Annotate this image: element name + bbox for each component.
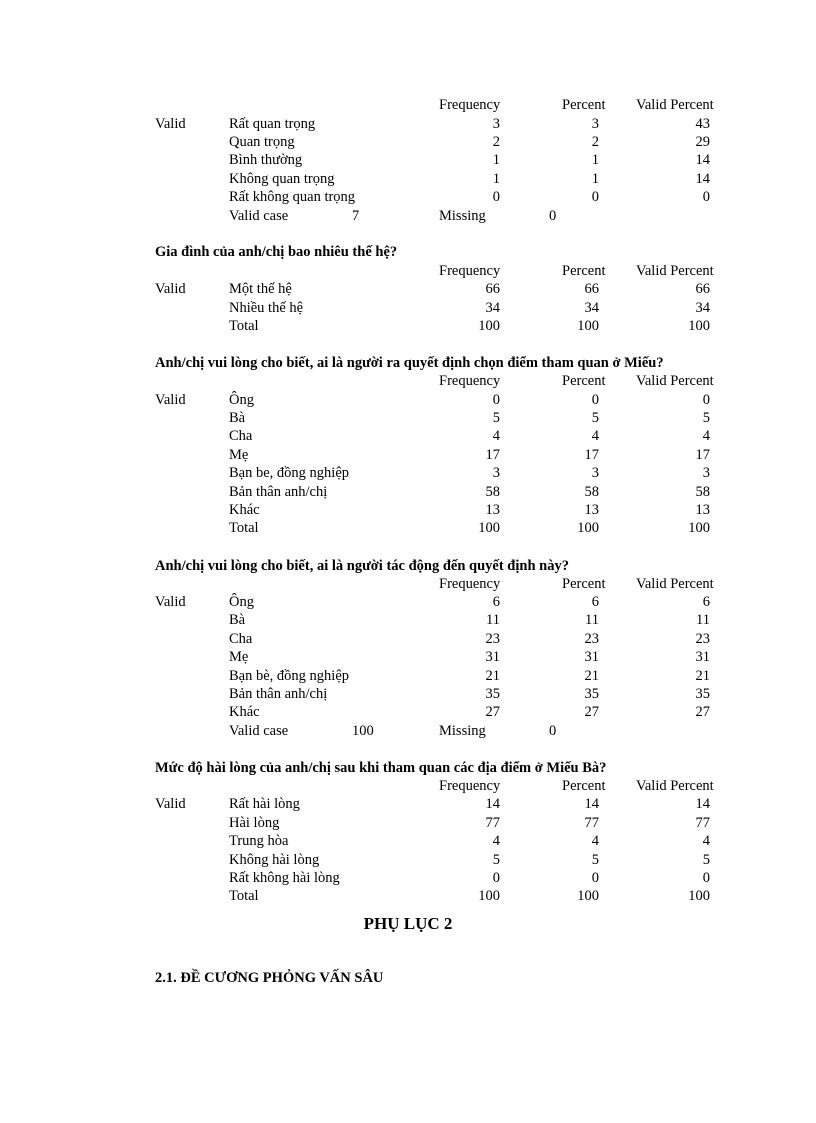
table-row <box>0 115 816 133</box>
table-row <box>0 869 816 887</box>
row-label: Hài lòng <box>229 815 280 831</box>
header-frequency: Frequency <box>439 373 501 389</box>
table-header-row <box>0 777 816 795</box>
row-valid-percent: 43 <box>695 116 710 132</box>
row-valid-percent: 23 <box>695 631 710 647</box>
row-label: Khác <box>229 704 260 720</box>
row-label: Ông <box>229 594 254 610</box>
table-row <box>0 611 816 629</box>
row-percent: 4 <box>591 833 599 849</box>
row-label: Nhiều thế hệ <box>229 300 304 316</box>
row-valid-percent: 29 <box>695 134 710 150</box>
valid-case-row <box>0 207 816 225</box>
row-percent: 0 <box>591 870 599 886</box>
row-label: Quan trọng <box>229 134 295 150</box>
header-frequency: Frequency <box>439 576 501 592</box>
row-frequency: 14 <box>485 796 500 812</box>
row-frequency: 66 <box>485 281 500 297</box>
row-label: Bạn bè, đồng nghiệp <box>229 668 350 684</box>
table-row <box>0 648 816 666</box>
row-frequency: 4 <box>492 833 500 849</box>
row-valid-percent: 31 <box>695 649 710 665</box>
appendix-title: PHỤ LỤC 2 <box>363 914 453 933</box>
row-label: Cha <box>229 428 253 444</box>
row-valid-percent: 5 <box>702 410 710 426</box>
row-percent: 34 <box>584 300 599 316</box>
row-frequency: 3 <box>492 116 500 132</box>
row-frequency: 0 <box>492 392 500 408</box>
header-valid-percent: Valid Percent <box>636 778 714 794</box>
row-valid-percent: 77 <box>695 815 710 831</box>
missing-value: 0 <box>549 208 557 224</box>
row-frequency: 5 <box>492 852 500 868</box>
valid-label: Valid <box>155 796 186 812</box>
table-header-row <box>0 96 816 114</box>
row-valid-percent: 58 <box>695 484 710 500</box>
row-frequency: 58 <box>485 484 500 500</box>
table-row <box>0 446 816 464</box>
row-percent: 21 <box>584 668 599 684</box>
row-percent: 77 <box>584 815 599 831</box>
row-percent: 66 <box>584 281 599 297</box>
header-percent: Percent <box>562 263 606 279</box>
valid-case-label: Valid case <box>229 723 289 739</box>
row-frequency: 0 <box>492 870 500 886</box>
row-valid-percent: 0 <box>702 189 710 205</box>
table-header-row <box>0 575 816 593</box>
table-row <box>0 464 816 482</box>
header-valid-percent: Valid Percent <box>636 97 714 113</box>
row-label: Bà <box>229 410 246 426</box>
table-row <box>0 409 816 427</box>
row-valid-percent: 27 <box>695 704 710 720</box>
row-valid-percent: 100 <box>688 318 710 334</box>
row-frequency: 6 <box>492 594 500 610</box>
table-header-row <box>0 372 816 390</box>
row-valid-percent: 34 <box>695 300 710 316</box>
row-percent: 17 <box>584 447 599 463</box>
row-label: Mẹ <box>229 447 249 463</box>
row-label: Bình thường <box>229 152 303 168</box>
table-row <box>0 299 816 317</box>
valid-label: Valid <box>155 116 186 132</box>
row-label: Bạn be, đồng nghiệp <box>229 465 350 481</box>
row-frequency: 100 <box>478 318 500 334</box>
row-frequency: 4 <box>492 428 500 444</box>
row-label: Rất quan trọng <box>229 116 316 132</box>
valid-case-row <box>0 722 816 740</box>
row-label: Total <box>229 520 259 536</box>
row-valid-percent: 35 <box>695 686 710 702</box>
table-row <box>0 685 816 703</box>
row-percent: 13 <box>584 502 599 518</box>
question-title: Mức độ hài lòng của anh/chị sau khi tham quan các địa điểm ở Miếu Bà? <box>155 760 607 776</box>
row-valid-percent: 0 <box>702 870 710 886</box>
table-row <box>0 151 816 169</box>
row-label: Khác <box>229 502 260 518</box>
row-frequency: 0 <box>492 189 500 205</box>
row-percent: 4 <box>591 428 599 444</box>
row-label: Mẹ <box>229 649 249 665</box>
row-percent: 11 <box>585 612 599 628</box>
row-label: Không hài lòng <box>229 852 320 868</box>
row-percent: 23 <box>584 631 599 647</box>
table-header-row <box>0 262 816 280</box>
row-frequency: 34 <box>485 300 500 316</box>
table-row <box>0 170 816 188</box>
row-percent: 27 <box>584 704 599 720</box>
section-title: 2.1. ĐỀ CƯƠNG PHỎNG VẤN SÂU <box>155 970 384 986</box>
row-label: Bà <box>229 612 246 628</box>
header-frequency: Frequency <box>439 263 501 279</box>
row-percent: 100 <box>577 318 599 334</box>
row-percent: 2 <box>591 134 599 150</box>
header-percent: Percent <box>562 373 606 389</box>
row-label: Một thế hệ <box>229 281 292 297</box>
row-frequency: 2 <box>492 134 500 150</box>
row-label: Total <box>229 318 259 334</box>
missing-label: Missing <box>439 208 486 224</box>
table-row <box>0 630 816 648</box>
row-label: Bản thân anh/chị <box>229 484 328 500</box>
table-row <box>0 814 816 832</box>
header-valid-percent: Valid Percent <box>636 576 714 592</box>
row-percent: 35 <box>584 686 599 702</box>
row-valid-percent: 100 <box>688 888 710 904</box>
row-percent: 5 <box>591 410 599 426</box>
row-frequency: 1 <box>492 152 500 168</box>
row-percent: 3 <box>591 465 599 481</box>
row-valid-percent: 11 <box>696 612 710 628</box>
valid-case-value: 100 <box>352 723 374 739</box>
row-percent: 0 <box>591 392 599 408</box>
header-percent: Percent <box>562 97 606 113</box>
question-title: Gia đình của anh/chị bao nhiêu thế hệ? <box>155 244 398 260</box>
row-valid-percent: 3 <box>702 465 710 481</box>
row-label: Bản thân anh/chị <box>229 686 328 702</box>
row-percent: 14 <box>584 796 599 812</box>
row-valid-percent: 4 <box>702 428 710 444</box>
row-label: Ông <box>229 392 254 408</box>
row-percent: 31 <box>584 649 599 665</box>
row-valid-percent: 14 <box>695 171 710 187</box>
row-percent: 1 <box>591 152 599 168</box>
row-label: Cha <box>229 631 253 647</box>
table-row <box>0 703 816 721</box>
row-valid-percent: 14 <box>695 796 710 812</box>
row-valid-percent: 66 <box>695 281 710 297</box>
row-valid-percent: 14 <box>695 152 710 168</box>
total-row <box>0 317 816 335</box>
row-frequency: 1 <box>492 171 500 187</box>
row-label: Rất không quan trọng <box>229 189 356 205</box>
row-frequency: 11 <box>486 612 500 628</box>
row-frequency: 100 <box>478 888 500 904</box>
header-percent: Percent <box>562 576 606 592</box>
row-valid-percent: 17 <box>695 447 710 463</box>
row-percent: 58 <box>584 484 599 500</box>
row-frequency: 77 <box>485 815 500 831</box>
row-valid-percent: 21 <box>695 668 710 684</box>
table-row <box>0 133 816 151</box>
row-frequency: 17 <box>485 447 500 463</box>
total-row <box>0 887 816 905</box>
row-valid-percent: 5 <box>702 852 710 868</box>
row-frequency: 27 <box>485 704 500 720</box>
question-title: Anh/chị vui lòng cho biết, ai là người tác động đến quyết định này? <box>155 558 569 574</box>
row-frequency: 31 <box>485 649 500 665</box>
missing-value: 0 <box>549 723 557 739</box>
valid-case-value: 7 <box>352 208 360 224</box>
header-valid-percent: Valid Percent <box>636 373 714 389</box>
row-label: Trung hòa <box>229 833 289 849</box>
row-valid-percent: 13 <box>695 502 710 518</box>
header-frequency: Frequency <box>439 778 501 794</box>
row-percent: 3 <box>591 116 599 132</box>
table-row <box>0 501 816 519</box>
row-frequency: 21 <box>485 668 500 684</box>
row-frequency: 5 <box>492 410 500 426</box>
table-row <box>0 188 816 206</box>
table-row <box>0 832 816 850</box>
table-row <box>0 795 816 813</box>
valid-label: Valid <box>155 594 186 610</box>
row-percent: 100 <box>577 888 599 904</box>
row-valid-percent: 0 <box>702 392 710 408</box>
table-row <box>0 391 816 409</box>
row-valid-percent: 6 <box>702 594 710 610</box>
row-label: Rất hài lòng <box>229 796 300 812</box>
row-frequency: 3 <box>492 465 500 481</box>
question-title: Anh/chị vui lòng cho biết, ai là người ra quyết định chọn điểm tham quan ở Miếu? <box>155 355 664 371</box>
row-frequency: 13 <box>485 502 500 518</box>
table-row <box>0 593 816 611</box>
row-frequency: 35 <box>485 686 500 702</box>
row-label: Rất không hài lòng <box>229 870 340 886</box>
header-valid-percent: Valid Percent <box>636 263 714 279</box>
total-row <box>0 519 816 537</box>
row-percent: 100 <box>577 520 599 536</box>
row-label: Total <box>229 888 259 904</box>
table-row <box>0 667 816 685</box>
row-percent: 1 <box>591 171 599 187</box>
table-row <box>0 851 816 869</box>
row-percent: 6 <box>591 594 599 610</box>
header-frequency: Frequency <box>439 97 501 113</box>
table-row <box>0 427 816 445</box>
table-row <box>0 280 816 298</box>
row-label: Không quan trọng <box>229 171 335 187</box>
header-percent: Percent <box>562 778 606 794</box>
row-valid-percent: 100 <box>688 520 710 536</box>
row-percent: 5 <box>591 852 599 868</box>
missing-label: Missing <box>439 723 486 739</box>
valid-case-label: Valid case <box>229 208 289 224</box>
row-frequency: 100 <box>478 520 500 536</box>
valid-label: Valid <box>155 392 186 408</box>
row-frequency: 23 <box>485 631 500 647</box>
row-percent: 0 <box>591 189 599 205</box>
row-valid-percent: 4 <box>702 833 710 849</box>
valid-label: Valid <box>155 281 186 297</box>
table-row <box>0 483 816 501</box>
